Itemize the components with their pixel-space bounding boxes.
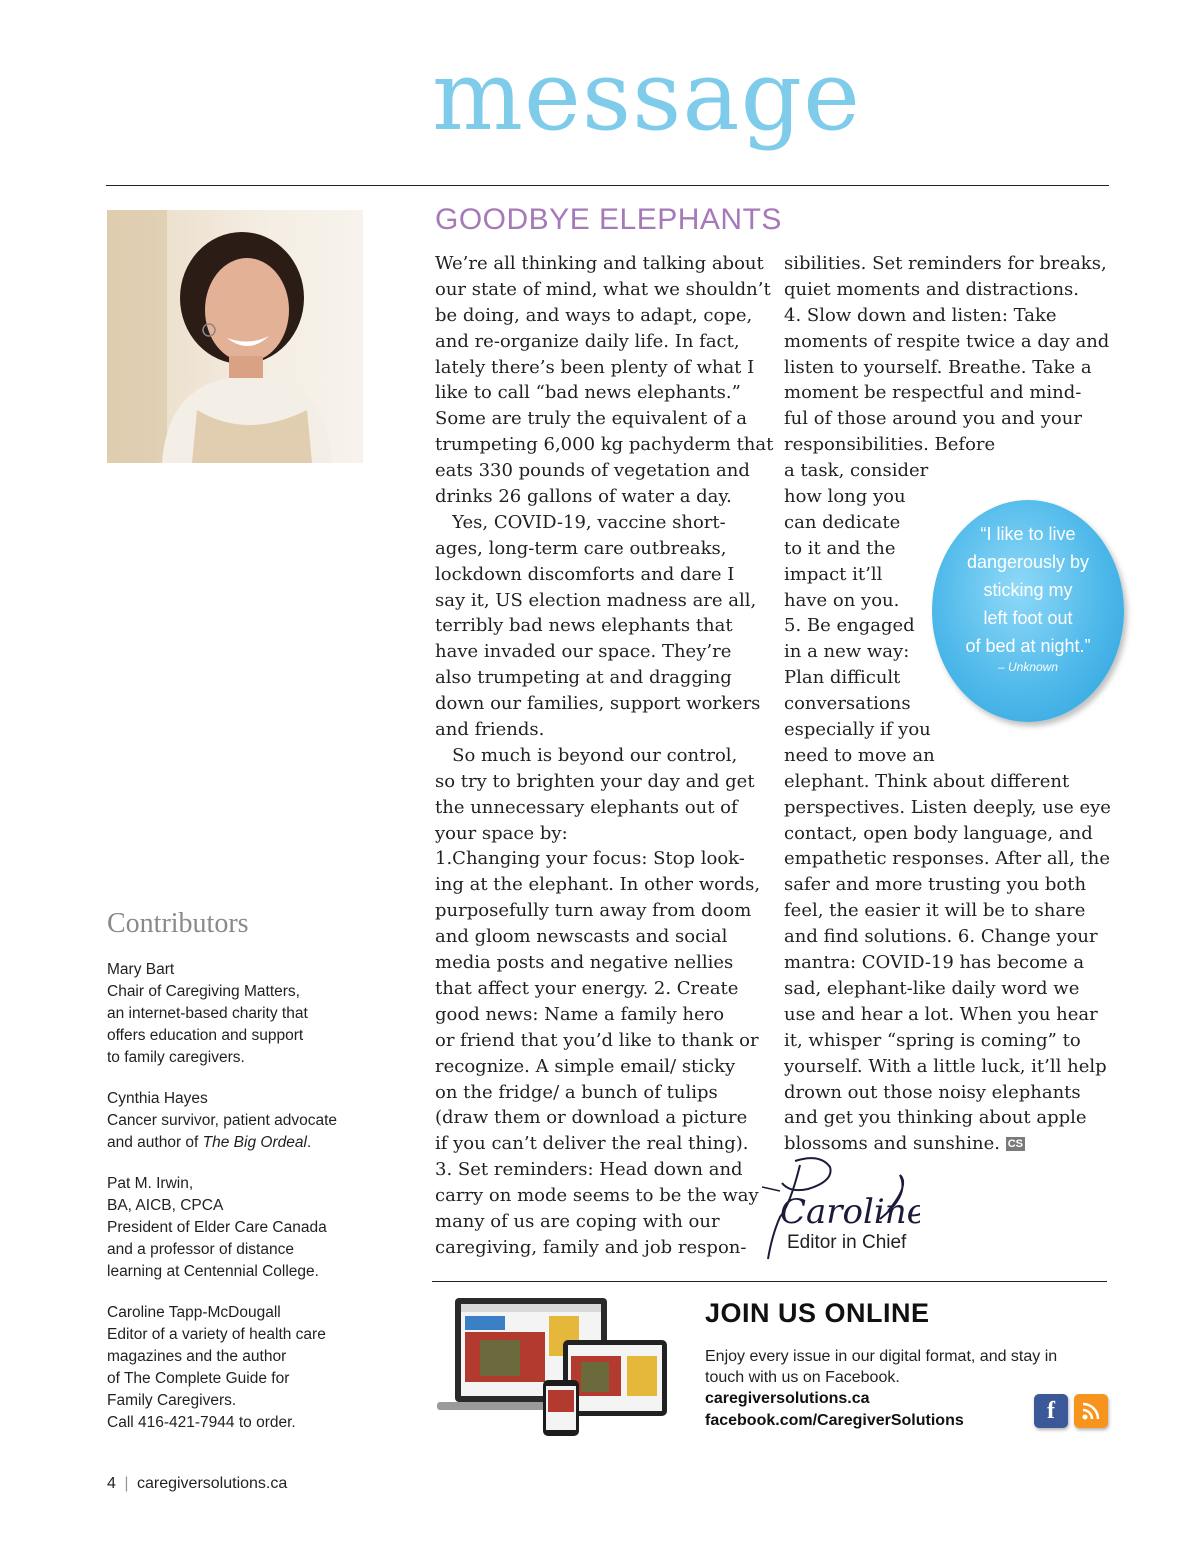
contributor-entry	[107, 1302, 387, 1434]
article-line: sibilities. Set reminders for breaks,	[784, 253, 1107, 274]
article-line: on the fridge/ a bunch of tulips	[435, 1081, 718, 1103]
article-line: or friend that you’d like to thank or	[435, 1029, 759, 1051]
contributor-bio-line: and a professor of distance	[107, 1241, 294, 1258]
article-line: your space by:	[435, 822, 568, 844]
article-line: our state of mind, what we shouldn’t	[435, 278, 771, 300]
book-title: The Big Ordeal	[202, 1134, 307, 1151]
section-header: message	[432, 40, 861, 152]
article-line: a task, consider	[784, 460, 929, 482]
contributor-bio-line: magazines and the author	[107, 1348, 287, 1365]
article-line: have on you.	[784, 589, 900, 611]
page-number: 4	[107, 1475, 116, 1492]
article-line: if you can’t deliver the real thing).	[435, 1133, 749, 1155]
article-line: Plan difficult	[784, 667, 901, 689]
article-column-1	[435, 251, 774, 1261]
rss-icon[interactable]	[1074, 1394, 1108, 1428]
article-line-last	[784, 1131, 1114, 1157]
contributor-bio-text: and author of	[107, 1134, 203, 1151]
devices-illustration	[435, 1296, 690, 1450]
article-line: media posts and negative nellies	[435, 952, 734, 974]
contributor-name: Caroline Tapp-McDougall	[107, 1304, 281, 1321]
article-line: (draw them or download a picture	[435, 1107, 748, 1129]
article-line: 3. Set reminders: Head down and	[435, 1159, 743, 1181]
article-line: need to move an	[784, 744, 935, 766]
article-line: terribly bad news elephants that	[435, 615, 733, 637]
article-line: and re-organize daily life. In fact,	[435, 330, 740, 352]
pull-quote-line: “I like to live	[980, 524, 1076, 544]
article-line: blossoms and sunshine.	[784, 1133, 1000, 1155]
signature-text: Caroline	[780, 1192, 920, 1232]
article-line: can dedicate	[784, 511, 901, 533]
article-line: 1.Changing your focus: Stop look-	[435, 848, 745, 870]
article-line: and gloom newscasts and social	[435, 926, 728, 948]
article-line: sad, elephant-like daily word we	[784, 977, 1080, 999]
article-line: good news: Name a family hero	[435, 1003, 725, 1025]
article-line: lately there’s been plenty of what I	[435, 356, 755, 378]
article-line: yourself. With a little luck, it’ll help	[784, 1055, 1107, 1077]
footer-site: caregiversolutions.ca	[136, 1475, 288, 1492]
contributor-bio-line: offers education and support	[107, 1027, 304, 1044]
article-line: 4. Slow down and listen: Take	[784, 304, 1057, 326]
article-line: ful of those around you and your	[784, 408, 1082, 430]
contributor-bio-line: Chair of Caregiving Matters,	[107, 983, 300, 1000]
article-line: conversations	[784, 693, 911, 715]
article-line: have invaded our space. They’re	[435, 641, 732, 663]
article-line: down our families, support workers	[435, 693, 761, 715]
article-line: recognize. A simple email/ sticky	[435, 1055, 736, 1077]
contributor-name: Pat M. Irwin,	[107, 1175, 194, 1192]
article-line: many of us are coping with our	[435, 1210, 720, 1232]
article-line: also trumpeting at and dragging	[435, 667, 732, 689]
article-line: and find solutions. 6. Change your	[784, 926, 1098, 948]
article-line: in a new way:	[784, 641, 910, 663]
article-line: like to call “bad news elephants.”	[435, 382, 741, 404]
signature-title: Editor in Chief	[787, 1232, 907, 1253]
article-line: listen to yourself. Breathe. Take a	[784, 356, 1092, 378]
website-link[interactable]: caregiversolutions.ca	[705, 1390, 870, 1407]
article-line: impact it’ll	[784, 563, 883, 585]
article-line: empathetic responses. After all, the	[784, 848, 1110, 870]
article-line: it, whisper “spring is coming” to	[784, 1029, 1081, 1051]
article-line: purposefully turn away from doom	[435, 900, 752, 922]
contributor-bio-line: Editor of a variety of health care	[107, 1326, 326, 1343]
article-line: carry on mode seems to be the way	[435, 1185, 759, 1207]
footer-separator: |	[124, 1475, 129, 1492]
article-line: safer and more trusting you both	[784, 874, 1087, 896]
article-line: ages, long-term care outbreaks,	[435, 537, 727, 559]
contributor-bio-line: an internet-based charity that	[107, 1005, 308, 1022]
pull-quote-line: left foot out	[983, 608, 1073, 628]
contributor-bio-line: Cancer survivor, patient advocate	[107, 1112, 338, 1129]
pull-quote-bubble	[932, 500, 1124, 722]
article-line: perspectives. Listen deeply, use eye	[784, 796, 1111, 818]
article-line: ing at the elephant. In other words,	[435, 874, 761, 896]
article-line: elephant. Think about different	[784, 770, 1070, 792]
contributor-bio-line: Call 416-421-7944 to order.	[107, 1414, 296, 1431]
end-mark: CS	[1007, 1138, 1024, 1151]
article-line: that affect your energy. 2. Create	[435, 977, 739, 999]
article-line: and get you thinking about apple	[784, 1107, 1087, 1129]
article-line: feel, the easier it will be to share	[784, 900, 1086, 922]
article-line: So much is beyond our control,	[435, 744, 738, 766]
article-line: responsibilities. Before	[784, 434, 996, 456]
join-body: Enjoy every issue in our digital format, and stay in touch with us on Facebook.	[705, 1348, 1058, 1386]
contributors-heading: Contributors	[107, 908, 249, 939]
article-line: eats 330 pounds of vegetation and	[435, 460, 750, 482]
book-suffix: .	[306, 1134, 312, 1151]
contributor-bio-line: Family Caregivers.	[107, 1392, 237, 1409]
contributor-bio-line: of The Complete Guide for	[107, 1370, 290, 1387]
article-line: be doing, and ways to adapt, cope,	[435, 304, 753, 326]
article-line: 5. Be engaged	[784, 615, 915, 637]
article-line: Some are truly the equivalent of a	[435, 408, 747, 430]
contributor-entry	[107, 1173, 387, 1283]
article-line: We’re all thinking and talking about	[435, 253, 764, 274]
contributor-bio-line-book	[107, 1132, 387, 1154]
contributor-name: Cynthia Hayes	[107, 1090, 208, 1107]
article-line: drinks 26 gallons of water a day.	[435, 486, 732, 508]
article-line: and friends.	[435, 719, 545, 741]
article-line: moment be respectful and mind-	[784, 382, 1082, 404]
page-footer	[107, 1475, 287, 1493]
contributor-entry	[107, 1088, 387, 1154]
article-line: say it, US election madness are all,	[435, 589, 757, 611]
contributor-bio-line: to family caregivers.	[107, 1049, 245, 1066]
pull-quote-line: of bed at night.”	[965, 636, 1091, 656]
contributor-bio-line: President of Elder Care Canada	[107, 1219, 327, 1236]
article-line: quiet moments and distractions.	[784, 278, 1080, 300]
contributor-credentials: BA, AICB, CPCA	[107, 1197, 224, 1214]
article-line: how long you	[784, 486, 906, 508]
pull-quote-line: sticking my	[983, 580, 1073, 600]
article-line: caregiving, family and job respon-	[435, 1236, 747, 1258]
join-heading: JOIN US ONLINE	[705, 1298, 930, 1328]
article-line: moments of respite twice a day and	[784, 330, 1110, 352]
editor-photo	[107, 210, 363, 463]
join-divider	[432, 1281, 1107, 1282]
article-line: lockdown discomforts and dare I	[435, 563, 735, 585]
article-line: especially if you	[784, 719, 931, 741]
article-line: so try to brighten your day and get	[435, 770, 755, 792]
facebook-icon[interactable]: f	[1034, 1394, 1068, 1428]
pull-quote-line: dangerously by	[966, 552, 1090, 572]
article-line: use and hear a lot. When you hear	[784, 1003, 1098, 1025]
contributor-name: Mary Bart	[107, 961, 175, 978]
pull-quote-text	[932, 520, 1124, 660]
article-line: drown out those noisy elephants	[784, 1081, 1081, 1103]
article-line: contact, open body language, and	[784, 822, 1093, 844]
article-line: mantra: COVID-19 has become a	[784, 952, 1085, 974]
article-line: to it and the	[784, 537, 896, 559]
article-line: trumpeting 6,000 kg pachyderm that	[435, 434, 774, 456]
contributor-bio-line: learning at Centennial College.	[107, 1263, 319, 1280]
facebook-link[interactable]: facebook.com/CaregiverSolutions	[705, 1412, 964, 1429]
header-divider	[106, 185, 1109, 186]
article-line: the unnecessary elephants out of	[435, 796, 738, 818]
article-line: Yes, COVID-19, vaccine short-	[435, 511, 726, 533]
article-title: GOODBYE ELEPHANTS	[435, 203, 782, 236]
pull-quote-attribution: – Unknown	[997, 660, 1059, 674]
contributor-entry	[107, 959, 387, 1069]
